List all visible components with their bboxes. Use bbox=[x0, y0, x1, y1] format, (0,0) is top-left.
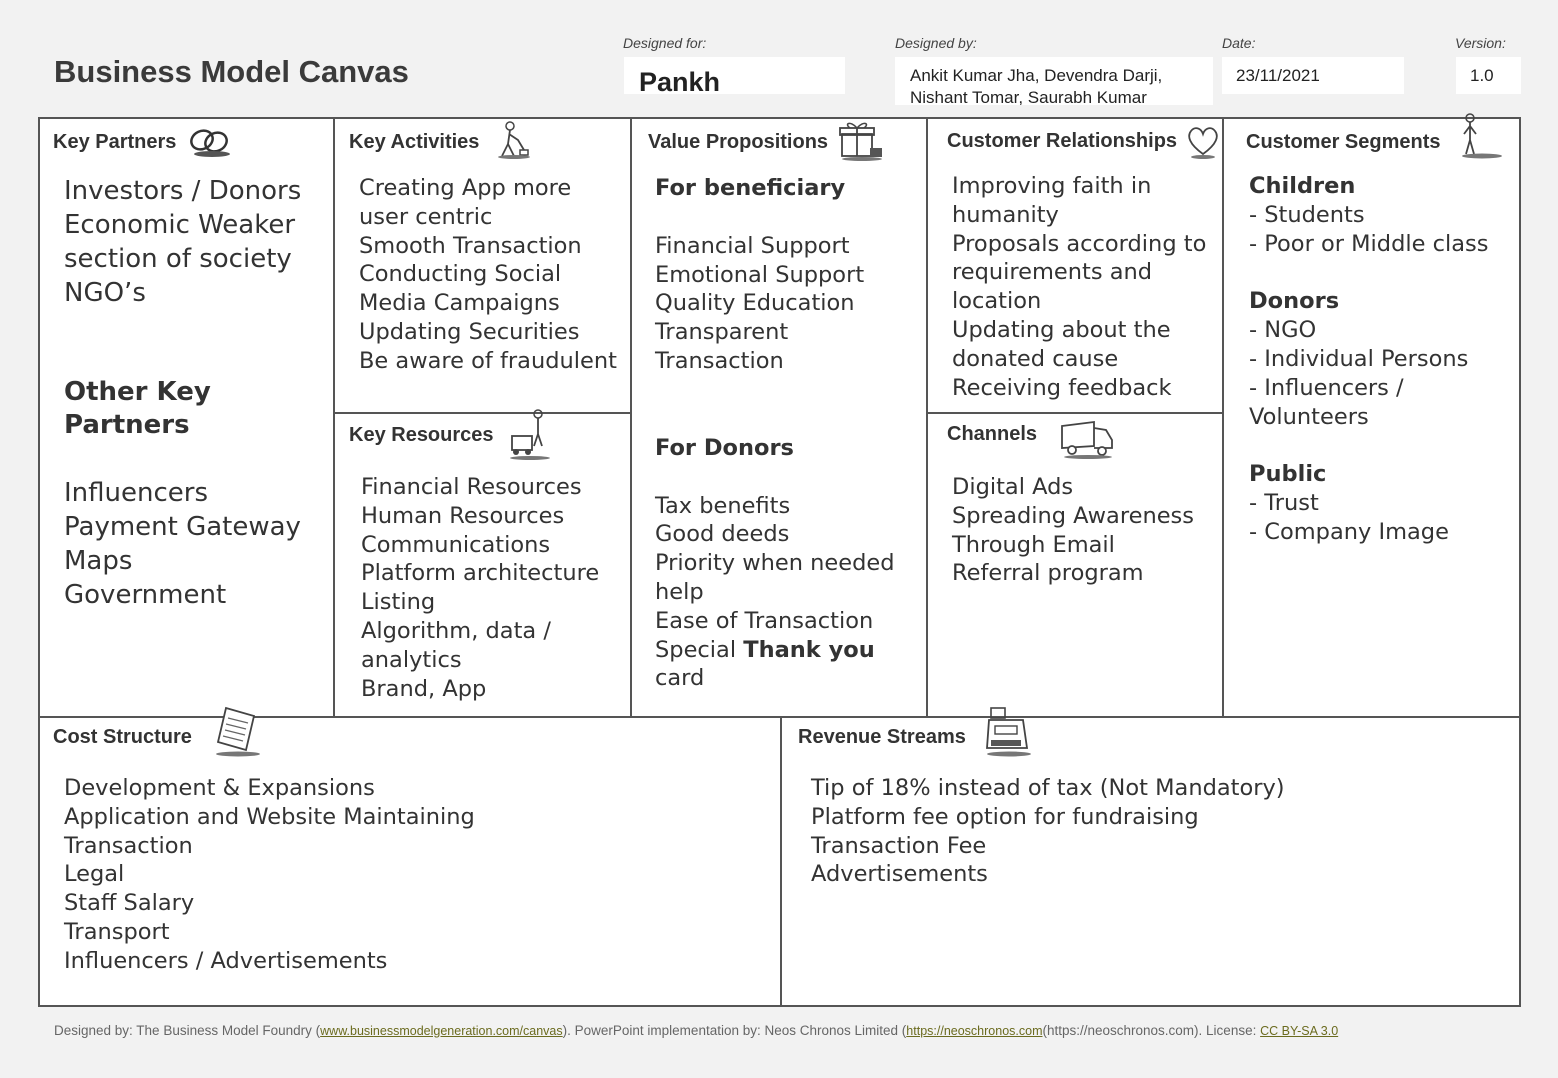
divider bbox=[333, 412, 632, 414]
list-item: Good deeds bbox=[655, 521, 790, 548]
value-propositions-title: Value Propositions bbox=[648, 131, 829, 153]
list-item: Media Campaigns bbox=[359, 290, 560, 317]
designed-by-line-2: Nishant Tomar, Saurabh Kumar bbox=[910, 88, 1147, 105]
list-item: Tax benefits bbox=[655, 492, 791, 519]
list-item: Human Resources bbox=[361, 502, 565, 529]
special-bold: Thank you bbox=[743, 636, 875, 663]
subheading-line: Other Key bbox=[64, 377, 211, 407]
list-item: Transparent bbox=[655, 319, 789, 346]
gift-box-icon bbox=[836, 118, 886, 162]
list-item: Quality Education bbox=[655, 290, 855, 317]
page-title: Business Model Canvas bbox=[54, 54, 409, 89]
list-item: - Students bbox=[1249, 201, 1365, 228]
neos-chronos-link[interactable]: https://neoschronos.com bbox=[906, 1024, 1043, 1038]
spacer bbox=[1249, 431, 1488, 460]
spacer bbox=[1249, 258, 1488, 287]
list-item: - Influencers / bbox=[1249, 374, 1404, 401]
list-item: location bbox=[952, 288, 1042, 315]
other-key-partners-heading bbox=[64, 376, 211, 442]
list-item: Updating Securities bbox=[359, 318, 580, 345]
spacer bbox=[655, 463, 895, 492]
key-partners-title: Key Partners bbox=[53, 131, 177, 153]
list-item: - Individual Persons bbox=[1249, 345, 1469, 372]
spacer bbox=[655, 405, 895, 434]
special-prefix: Special bbox=[655, 636, 744, 663]
key-resources-title: Key Resources bbox=[349, 424, 494, 446]
list-item: Listing bbox=[361, 589, 436, 616]
footer-credits bbox=[54, 1023, 1338, 1038]
list-item bbox=[655, 636, 895, 665]
list-item: Emotional Support bbox=[655, 261, 865, 288]
list-item: Volunteers bbox=[1249, 403, 1369, 430]
list-item: Improving faith in bbox=[952, 173, 1152, 199]
list-item: Legal bbox=[64, 861, 125, 888]
key-activities-title: Key Activities bbox=[349, 131, 480, 153]
customer-segments-title: Customer Segments bbox=[1246, 131, 1441, 153]
customer-segments-content bbox=[1249, 172, 1488, 547]
list-item: Smooth Transaction bbox=[359, 232, 582, 259]
list-item: Receiving feedback bbox=[952, 374, 1172, 401]
designed-for-label: Designed for: bbox=[623, 35, 707, 51]
list-item: Ease of Transaction bbox=[655, 607, 874, 634]
list-item: analytics bbox=[361, 646, 462, 673]
footer-text: Designed by: The Business Model Foundry ( bbox=[54, 1023, 321, 1038]
list-item: Updating about the bbox=[952, 316, 1171, 343]
list-item: NGO’s bbox=[64, 278, 146, 308]
list-item: Investors / Donors bbox=[64, 176, 302, 206]
list-item: Influencers / Advertisements bbox=[64, 947, 388, 974]
list-item: Spreading Awareness bbox=[952, 502, 1194, 529]
list-item: card bbox=[655, 665, 705, 692]
list-item: Transport bbox=[64, 918, 170, 945]
cost-structure-title: Cost Structure bbox=[53, 726, 192, 748]
list-item: Development & Expansions bbox=[64, 775, 375, 801]
list-item: Payment Gateway bbox=[64, 512, 301, 542]
list-item: humanity bbox=[952, 201, 1059, 228]
version-field[interactable]: 1.0 bbox=[1456, 57, 1521, 94]
list-item: Staff Salary bbox=[64, 890, 195, 917]
version-label: Version: bbox=[1455, 35, 1506, 51]
other-key-partners-list bbox=[64, 476, 301, 612]
list-item: Transaction bbox=[655, 347, 784, 374]
subheading-line: Partners bbox=[64, 410, 190, 440]
segment-heading: Donors bbox=[1249, 288, 1340, 315]
revenue-streams-title: Revenue Streams bbox=[798, 726, 966, 748]
date-label: Date: bbox=[1222, 35, 1256, 51]
list-item: user centric bbox=[359, 203, 493, 230]
list-item: Through Email bbox=[952, 531, 1115, 558]
business-model-foundry-link[interactable]: www.businessmodelgeneration.com/canvas bbox=[320, 1024, 563, 1038]
list-item: Platform fee option for fundraising bbox=[811, 803, 1199, 830]
list-item: section of society bbox=[64, 244, 292, 274]
list-item: Algorithm, data / bbox=[361, 617, 551, 644]
chain-links-icon bbox=[186, 124, 234, 160]
customer-relationships-list bbox=[952, 172, 1206, 402]
key-partners-list bbox=[64, 174, 301, 310]
date-field[interactable]: 23/11/2021 bbox=[1222, 57, 1404, 94]
divider bbox=[926, 117, 928, 717]
list-item: - NGO bbox=[1249, 317, 1317, 344]
channels-list bbox=[952, 473, 1194, 588]
cash-register-icon bbox=[983, 704, 1035, 760]
list-item: Communications bbox=[361, 531, 551, 558]
list-item: requirements and bbox=[952, 259, 1153, 286]
divider bbox=[780, 716, 782, 1006]
designed-by-field[interactable] bbox=[895, 57, 1213, 105]
list-item: Digital Ads bbox=[952, 474, 1074, 500]
person-icon bbox=[1456, 112, 1504, 160]
list-item: Tip of 18% instead of tax (Not Mandatory) bbox=[811, 775, 1285, 801]
list-item: Financial Support bbox=[655, 232, 850, 259]
list-item: Be aware of fraudulent bbox=[359, 347, 617, 374]
list-item: help bbox=[655, 578, 704, 605]
list-item: Priority when needed bbox=[655, 550, 895, 577]
list-item: - Company Image bbox=[1249, 518, 1449, 545]
donors-heading: For Donors bbox=[655, 434, 794, 461]
channels-title: Channels bbox=[947, 423, 1038, 445]
list-item: Conducting Social bbox=[359, 261, 562, 288]
designed-by-label: Designed by: bbox=[895, 35, 977, 51]
segment-heading: Children bbox=[1249, 173, 1356, 199]
designed-for-field[interactable]: Pankh bbox=[624, 57, 845, 94]
list-item: Referral program bbox=[952, 560, 1144, 587]
worker-icon bbox=[492, 120, 532, 160]
list-item: Influencers bbox=[64, 478, 209, 508]
list-item: Advertisements bbox=[811, 861, 988, 888]
divider bbox=[630, 117, 632, 717]
list-item: - Poor or Middle class bbox=[1249, 230, 1489, 257]
segment-heading: Public bbox=[1249, 461, 1327, 488]
divider bbox=[926, 412, 1224, 414]
list-item: Transaction bbox=[64, 832, 193, 859]
list-item: Financial Resources bbox=[361, 474, 582, 500]
designed-by-line-1: Ankit Kumar Jha, Devendra Darji, bbox=[910, 66, 1163, 85]
list-item: - Trust bbox=[1249, 490, 1319, 517]
list-item: Maps bbox=[64, 546, 133, 576]
receipt-icon bbox=[210, 704, 266, 758]
footer-text: (https://neoschronos.com). License: bbox=[1042, 1023, 1261, 1038]
list-item: Brand, App bbox=[361, 675, 487, 702]
cost-structure-list bbox=[64, 774, 475, 976]
list-item: donated cause bbox=[952, 345, 1119, 372]
divider bbox=[333, 117, 335, 717]
beneficiary-heading: For beneficiary bbox=[655, 175, 846, 201]
list-item: Transaction Fee bbox=[811, 832, 987, 859]
key-resources-list bbox=[361, 473, 599, 703]
footer-text: ). PowerPoint implementation by: Neos Chronos Limited ( bbox=[562, 1023, 907, 1038]
customer-relationships-title: Customer Relationships bbox=[947, 130, 1178, 152]
list-item: Proposals according to bbox=[952, 230, 1207, 257]
delivery-truck-icon bbox=[1058, 418, 1116, 460]
value-propositions-content bbox=[655, 174, 895, 693]
list-item: Government bbox=[64, 580, 227, 610]
license-link[interactable]: CC BY-SA 3.0 bbox=[1260, 1024, 1339, 1038]
key-activities-list bbox=[359, 174, 617, 376]
list-item: Economic Weaker bbox=[64, 210, 296, 240]
spacer bbox=[655, 376, 895, 405]
revenue-streams-list bbox=[811, 774, 1285, 889]
spacer bbox=[655, 203, 895, 232]
list-item: Platform architecture bbox=[361, 560, 600, 587]
list-item: Creating App more bbox=[359, 175, 572, 201]
heart-icon bbox=[1185, 124, 1221, 160]
divider bbox=[1222, 117, 1224, 717]
forklift-worker-icon bbox=[506, 408, 554, 462]
list-item: Application and Website Maintaining bbox=[64, 803, 475, 830]
